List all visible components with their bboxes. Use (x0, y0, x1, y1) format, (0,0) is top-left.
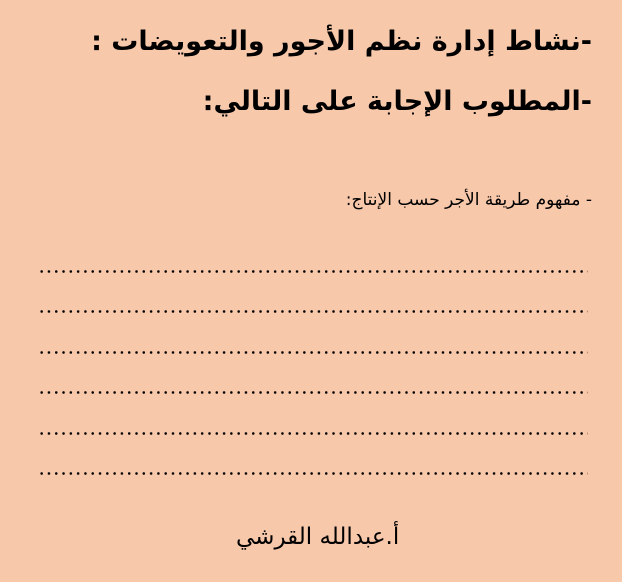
answer-dotted-line (38, 289, 588, 330)
instructions-heading: -المطلوب الإجابة على التالي: (202, 86, 592, 117)
answer-dotted-line (38, 370, 588, 411)
answer-dotted-line (38, 410, 588, 451)
question-prompt: - مفهوم طريقة الأجر حسب الإنتاج: (345, 190, 592, 210)
answer-dotted-line (38, 248, 588, 289)
teacher-signature: أ.عبدالله القرشي (236, 524, 400, 550)
answer-dotted-line (38, 451, 588, 492)
activity-title: -نشاط إدارة نظم الأجور والتعويضات : (91, 26, 592, 57)
answer-dotted-line (38, 329, 588, 370)
answer-lines-area (38, 248, 588, 491)
